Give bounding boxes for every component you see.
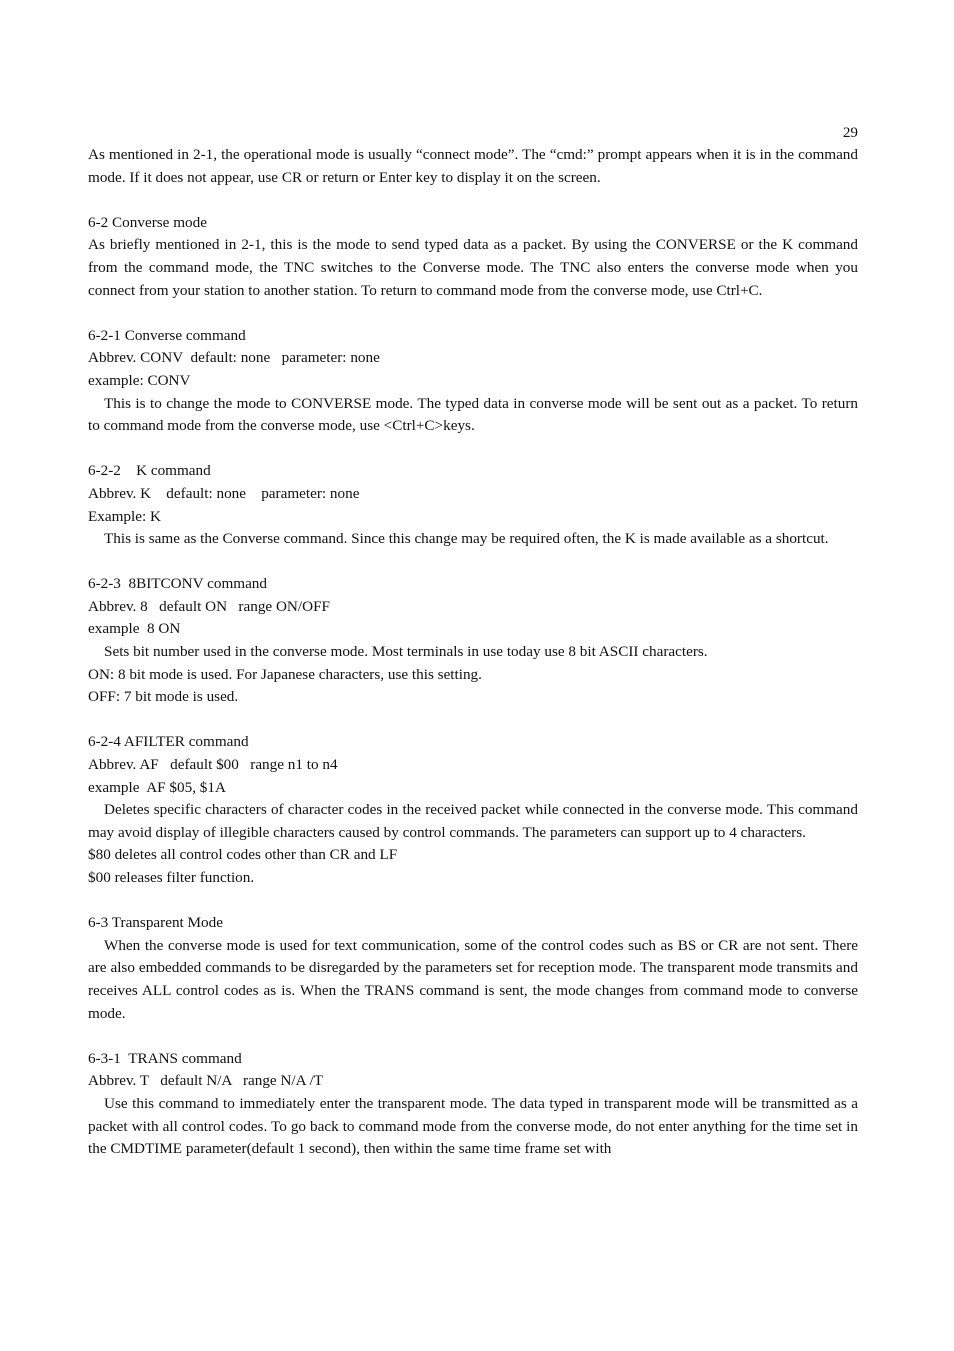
document-page xyxy=(88,122,858,1161)
section-body: This is same as the Converse command. Since this change may be required often, the K is made available as a shortcut. xyxy=(104,530,829,548)
section-heading: 6-2-2 K command xyxy=(88,462,211,480)
abbrev-line: Abbrev. K default: none parameter: none xyxy=(88,484,360,502)
option-on: ON: 8 bit mode is used. For Japanese characters, use this setting. xyxy=(88,665,482,683)
section-body: Use this command to immediately enter the transparent mode. The data typed in transparent mode will be transmitted as a packet with all control codes. To go back to command mode from the converse mode, do not enter anything for the time set in the CMDTIME parameter(default 1 second), then within the same time frame set with xyxy=(88,1094,858,1158)
option-off: OFF: 7 bit mode is used. xyxy=(88,688,239,706)
section-body: Sets bit number used in the converse mode. Most terminals in use today use 8 bit ASCII characters. xyxy=(104,643,708,661)
abbrev-line: Abbrev. T default N/A range N/A /T xyxy=(88,1072,324,1090)
intro-paragraph: As mentioned in 2-1, the operational mode is usually “connect mode”. The “cmd:” prompt appears when it is in the command mode. If it does not appear, use CR or return or Enter key to display it on the screen. xyxy=(88,146,858,186)
abbrev-line: Abbrev. CONV default: none parameter: none xyxy=(88,349,380,367)
example-line: example 8 ON xyxy=(88,620,181,638)
section-heading: 6-2-4 AFILTER command xyxy=(88,733,249,751)
filter-note: $00 releases filter function. xyxy=(88,869,255,886)
section-body: This is to change the mode to CONVERSE mode. The typed data in converse mode will be sent out as a packet. To return to command mode from the converse mode, use <Ctrl+C>keys. xyxy=(88,394,858,435)
abbrev-line: Abbrev. AF default $00 range n1 to n4 xyxy=(88,756,338,774)
section-body: When the converse mode is used for text communication, some of the control codes such as BS or CR are not sent. There are also embedded commands to be disregarded by the parameters set for reception mode. The transparent mode transmits and receives ALL control codes as is. When the TRANS command is sent, the mode changes from command mode to converse mode. xyxy=(88,936,858,1022)
abbrev-line: Abbrev. 8 default ON range ON/OFF xyxy=(88,597,330,615)
section-heading: 6-2-1 Converse command xyxy=(88,326,246,344)
example-line: example AF $05, $1A xyxy=(88,778,226,796)
filter-note: $80 deletes all control codes other than CR and LF xyxy=(88,846,398,864)
section-body: As briefly mentioned in 2-1, this is the mode to send typed data as a packet. By using the CONVERSE or the K command from the command mode, the TNC switches to the Converse mode. The TNC also enters the converse mode when you connect from your station to another station. To return to command mode from the converse mode, use Ctrl+C. xyxy=(88,236,858,299)
example-line: Example: K xyxy=(88,507,161,525)
example-line: example: CONV xyxy=(88,371,191,389)
page-number: 29 xyxy=(842,124,858,141)
section-heading: 6-2-3 8BITCONV command xyxy=(88,575,267,593)
section-heading: 6-2 Converse mode xyxy=(88,213,207,231)
section-heading: 6-3 Transparent Mode xyxy=(88,914,223,932)
section-body: Deletes specific characters of character codes in the received packet while connected in the converse mode. This command may avoid display of illegible characters caused by control commands. The parameters can support up to 4 characters. xyxy=(88,801,858,841)
section-heading: 6-3-1 TRANS command xyxy=(88,1049,242,1067)
